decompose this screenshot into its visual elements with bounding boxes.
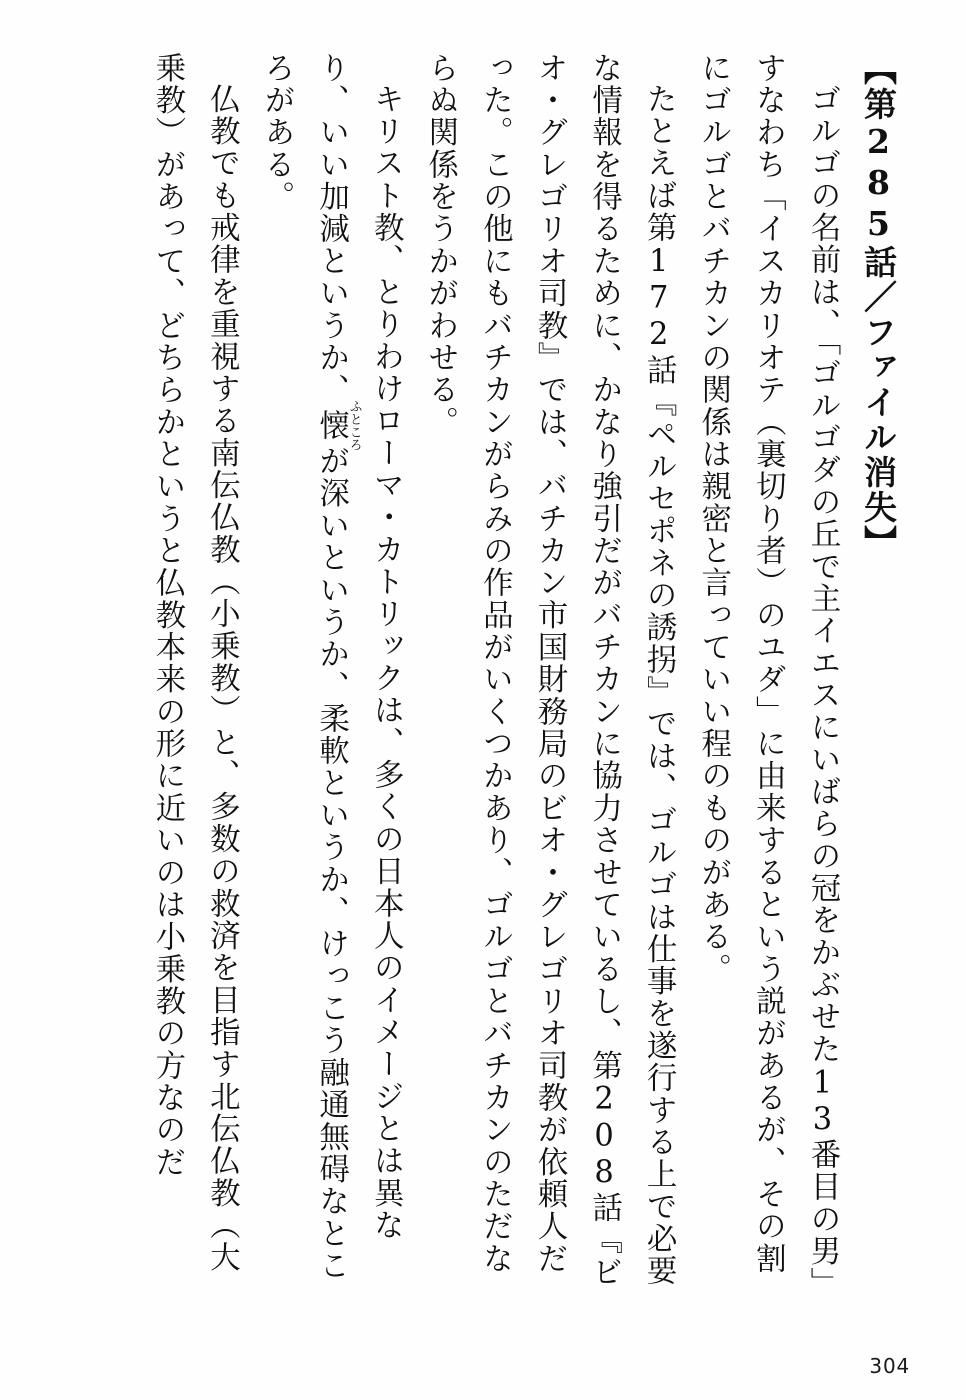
page-number: 304 (869, 1354, 910, 1378)
vertical-text-body (78, 52, 908, 1292)
body-paragraph-3: キリスト教、とりわけローマ・カトリックは、多くの日本人のイメージとは異なり、いい加減というか、懐ふところが深いというか、柔軟というか、けっこう融通無碍なところがある。 (259, 52, 404, 1282)
body-paragraph-2: たとえば第172話『ペルセポネの誘拐』では、ゴルゴは仕事を遂行する上で必要な情報を得るために、かなり強引だがバチカンに協力させているし、第208話『ビオ・グレゴリオ司教』では、バチカン市国財務局のビオ・グレゴリオ司教が依頼人だった。この他にもバチカンがらみの作品がいくつかあり、ゴルゴとバチカンのただならぬ関係をうかがわせる。 (422, 52, 677, 1289)
ruby-reading: ふところ (346, 399, 362, 452)
page-heading: 【第285話／ファイル消失】 (859, 52, 898, 560)
ruby-annotation: 懐ふところ (313, 399, 362, 452)
body-paragraph-1: ゴルゴの名前は、「ゴルゴダの丘で主イエスにいばらの冠をかぶせた13番目の男」すなわち「イスカリオテ（裏切り者）のユダ」に由来するという説があるが、その割にゴルゴとバチカンの関係は親密と言っていい程のものがある。 (695, 52, 840, 1284)
body-paragraph-4: 仏教でも戒律を重視する南伝仏教（小乗教）と、多数の救済を目指す北伝仏教（大乗教）があって、どちらかというと仏教本来の形に近いのは小乗教の方なのだ (149, 52, 240, 1274)
